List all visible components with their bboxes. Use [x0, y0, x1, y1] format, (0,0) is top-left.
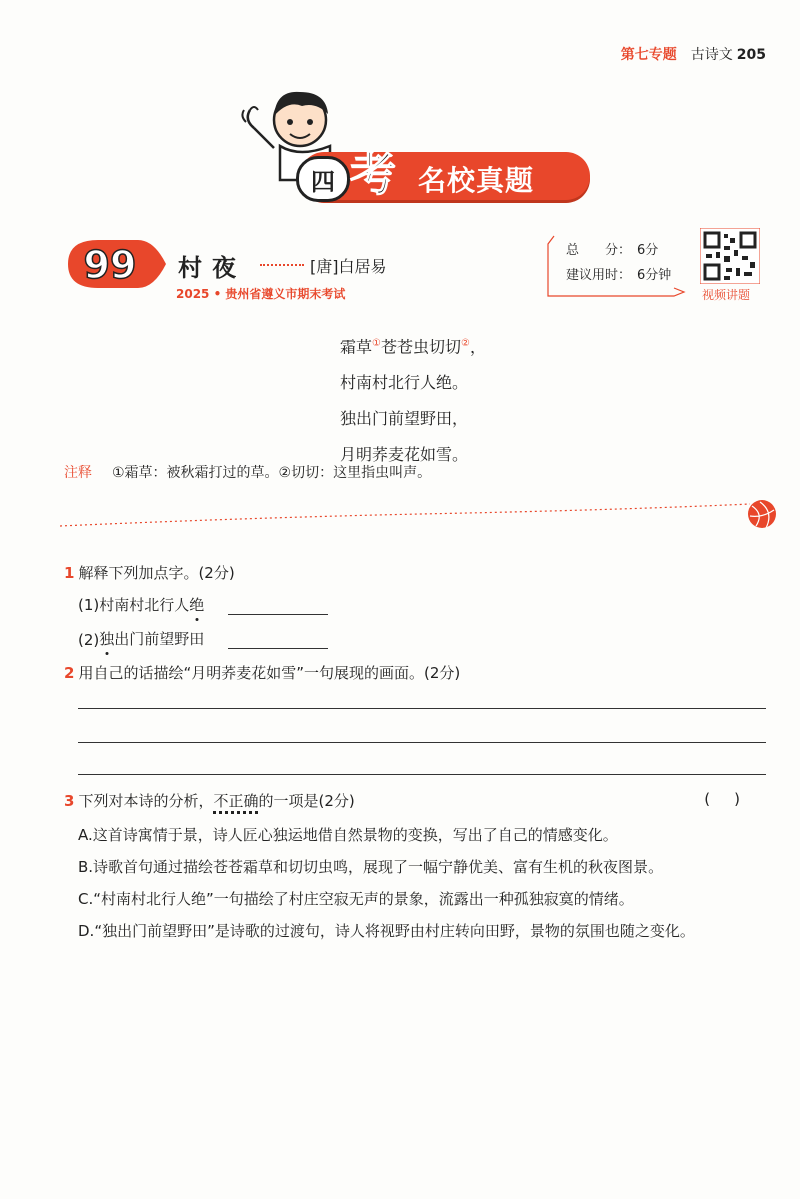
question-2-number: 2 — [64, 664, 75, 682]
qr-label[interactable]: 视频讲题 — [702, 288, 751, 302]
poem-author-name: 白居易 — [338, 257, 387, 276]
question-1-sub-1 — [78, 594, 328, 615]
note — [64, 462, 431, 482]
question-2-answer-line-3[interactable] — [78, 774, 766, 775]
sub-1-text: (1)村南村北行人 — [78, 596, 190, 614]
score-time-label: 建议用时： — [566, 268, 632, 283]
yarn-divider — [60, 498, 780, 538]
title-dots — [260, 264, 304, 266]
question-2 — [64, 662, 460, 683]
sub-2-dotted-char: 独 — [99, 630, 115, 648]
page-number: 205 — [736, 47, 766, 63]
question-2-text: 用自己的话描绘“月明荞麦花如雪”一句展现的画面。(2分) — [78, 664, 461, 682]
poem-line-2: 村南村北行人绝。 — [340, 373, 469, 393]
option-a[interactable]: A.这首诗寓情于景，诗人匠心独运地借自然景物的变换，写出了自己的情感变化。 — [78, 826, 618, 844]
banner-title: 名校真题 — [418, 164, 535, 197]
banner — [240, 80, 590, 210]
poem-line-1-punct: ， — [469, 337, 486, 357]
poem-line-4: 月明荞麦花如雪。 — [340, 445, 469, 465]
score-time-value: 6分钟 — [637, 268, 672, 283]
option-b[interactable]: B.诗歌首句通过描绘苍苍霜草和切切虫鸣，展现了一幅宁静优美、富有生机的秋夜图景。 — [78, 858, 664, 876]
sub-2-prefix: (2) — [78, 631, 100, 649]
question-3-text-post: 的一项是(2分) — [258, 792, 355, 810]
option-c[interactable]: C.“村南村北行人绝”一句描绘了村庄空寂无声的景象，流露出一种孤独寂寞的情绪。 — [78, 890, 634, 908]
poem-line-1-part-b: 苍苍虫切切 — [380, 337, 461, 357]
sub-2-answer-blank[interactable] — [228, 632, 328, 649]
score-total-row — [566, 238, 706, 263]
question-3-dotted-text: 不正确 — [213, 792, 258, 814]
sub-1-dotted-char: 绝 — [189, 596, 205, 614]
header-topic: 第七专题 — [620, 47, 677, 63]
sub-1-answer-blank[interactable] — [228, 598, 328, 615]
question-1-number: 1 — [64, 564, 75, 582]
question-2-answer-line-2[interactable] — [78, 742, 766, 743]
note-label: 注释 — [64, 465, 92, 481]
question-3-answer-paren[interactable]: () — [704, 790, 764, 808]
question-1-text: 解释下列加点字。(2分) — [78, 564, 235, 582]
page-header — [621, 44, 766, 64]
score-total-label: 总 分： — [566, 243, 632, 258]
question-1-sub-2 — [78, 628, 328, 649]
score-time-row — [566, 263, 706, 288]
poem-line-1 — [340, 326, 486, 365]
qr-code-icon[interactable] — [700, 228, 760, 284]
poem-line-1-part-a: 霜草 — [340, 337, 373, 357]
banner-kao: 考 — [350, 147, 396, 201]
poem-dynasty: [唐] — [310, 257, 339, 276]
option-d[interactable]: D.“独出门前望野田”是诗歌的过渡句，诗人将视野由村庄转向田野，景物的氛围也随之变化。 — [78, 922, 695, 940]
poem-line-3: 独出门前望野田， — [340, 409, 469, 429]
poem-source: 2025 • 贵州省遵义市期末考试 — [176, 287, 346, 301]
poem-title: 村夜 — [178, 253, 246, 282]
banner-circle: 四 — [296, 156, 350, 202]
note-marker-1: ① — [372, 338, 381, 349]
poem-body — [340, 326, 486, 473]
note-text: ①霜草：被秋霜打过的草。②切切：这里指虫叫声。 — [112, 465, 432, 481]
poem-author — [310, 254, 387, 277]
poem-number: 99 — [83, 243, 137, 287]
sub-2-text: 出门前望野田 — [114, 630, 205, 648]
score-box — [566, 238, 706, 298]
question-1 — [64, 562, 235, 583]
question-3-number: 3 — [64, 792, 75, 810]
question-2-answer-line-1[interactable] — [78, 708, 766, 709]
poem-number-badge — [58, 236, 168, 292]
score-total-value: 6分 — [637, 243, 659, 258]
question-3-text-pre: 下列对本诗的分析， — [78, 792, 214, 810]
header-section: 古诗文 — [690, 47, 733, 63]
note-marker-2: ② — [461, 338, 470, 349]
question-3 — [64, 790, 355, 811]
